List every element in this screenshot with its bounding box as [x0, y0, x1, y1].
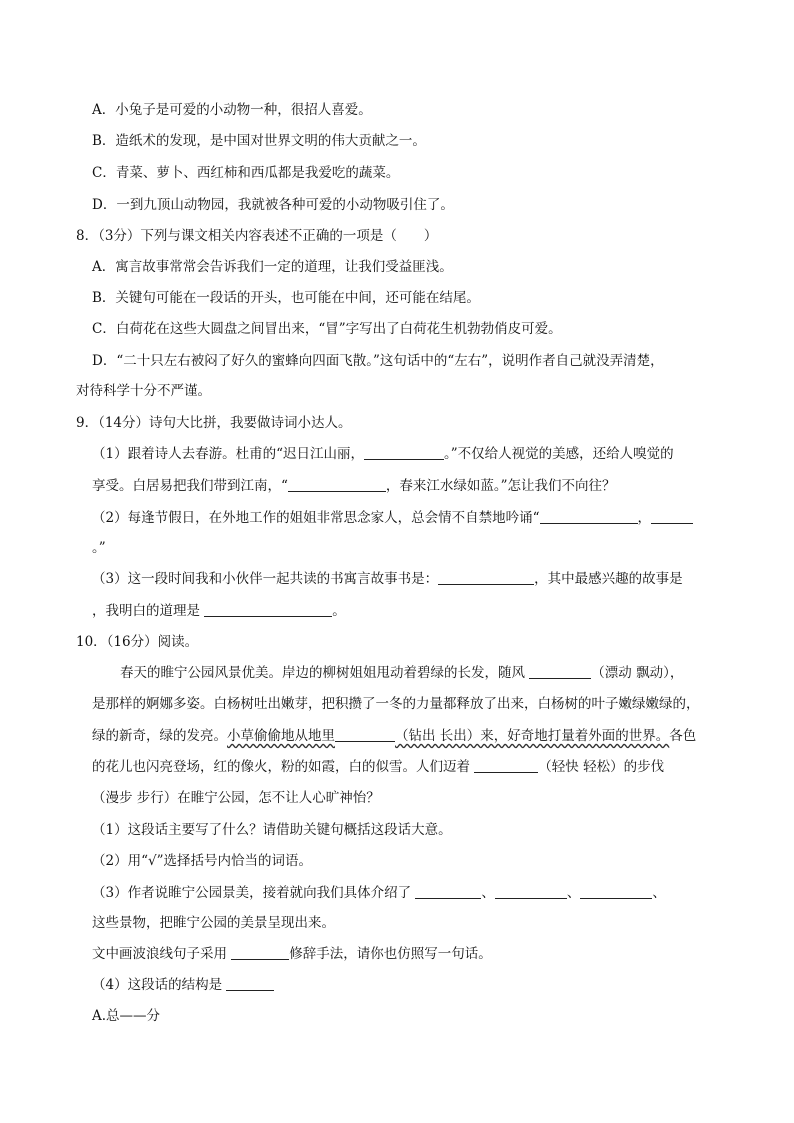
- q10-sub3-line1: [92, 883, 666, 903]
- q9-p1-text-a: （1）跟着诗人去春游。杜甫的“迟日江山丽，: [92, 446, 364, 462]
- q10-passage-line2: 是那样的婀娜多姿。白杨树吐出嫩芽，把积攒了一冬的力量都释放了出来，白杨树的叶子嫩绿嫩绿的，: [92, 696, 700, 712]
- q10-wavy-text-a: 小草偷偷地从地里: [227, 728, 335, 744]
- q10-sub3-line3: [92, 944, 492, 964]
- q9-blank-5[interactable]: [438, 570, 534, 585]
- q10-passage-line5: （漫步 步行）在睢宁公园，怎不让人心旷神怡？: [92, 790, 380, 806]
- q10-sub3-line2: 这些景物，把睢宁公园的美景呈现出来。: [92, 915, 335, 931]
- q7-option-a: A．小兔子是可爱的小动物一种，很招人喜爱。: [92, 102, 372, 118]
- q9-p1-text-b: 。”不仅给人视觉的美感，还给人嗅觉的: [444, 446, 674, 462]
- q10-blank-s3-2[interactable]: [495, 884, 567, 899]
- q8-option-b: B．关键句可能在一段话的开头，也可能在中间，还可能在结尾。: [92, 290, 480, 306]
- q9-blank-3[interactable]: [540, 509, 638, 524]
- q9-p2-text-b: ，: [637, 510, 651, 526]
- q10-s4-text: （4）这段话的结构是: [92, 977, 227, 993]
- q10-passage-text-e: 的花儿也闪亮登场，红的像火，粉的如霞，白的似雪。人们迈着: [92, 759, 475, 775]
- q9-part1-line1: [92, 444, 674, 464]
- q10-sub2: （2）用“√”选择括号内恰当的词语。: [92, 853, 312, 869]
- q10-passage-line1: [120, 663, 683, 683]
- q9-p1-text-d: ，春来江水绿如蓝。”怎让我们不向往？: [385, 478, 616, 494]
- q8-option-a: A．寓言故事常常会告诉我们一定的道理，让我们受益匪浅。: [92, 259, 453, 275]
- q10-blank-s3-1[interactable]: [415, 884, 481, 899]
- q9-blank-2[interactable]: [288, 477, 386, 492]
- q10-blank-qing[interactable]: [474, 758, 538, 773]
- q9-part3-line1: [92, 569, 683, 589]
- q10-blank-piao[interactable]: [529, 664, 591, 679]
- q10-wavy-text-b: （钻出 长出）来，好奇地打量着外面的世界。: [395, 728, 670, 744]
- q10-blank-rhetoric[interactable]: [231, 945, 289, 960]
- q9-part1-line2: [92, 476, 616, 496]
- q9-p3-text-d: 。: [332, 603, 346, 619]
- q10-s3-sep-3: 、: [652, 885, 666, 901]
- q10-blank-s3-3[interactable]: [580, 884, 652, 899]
- q8-option-d-cont: 对待科学十分不严谨。: [76, 383, 211, 399]
- q9-blank-6[interactable]: [204, 602, 332, 617]
- q9-blank-4[interactable]: [651, 509, 693, 524]
- q8-option-d: D．“二十只左右被闷了好久的蜜蜂向四面飞散。”这句话中的“左右”，说明作者自己就没弄清楚，: [92, 353, 664, 369]
- q9-blank-1[interactable]: [364, 445, 444, 460]
- q9-p3-text-b: ，其中最感兴趣的故事是: [534, 571, 683, 587]
- q10-passage-line4: [92, 757, 664, 777]
- q8-stem: 8．（3分）下列与课文相关内容表述不正确的一项是（ ）: [76, 228, 438, 244]
- q7-option-b: B．造纸术的发现，是中国对世界文明的伟大贡献之一。: [92, 133, 426, 149]
- q10-blank-zuan[interactable]: [335, 727, 395, 742]
- q10-s3-text-a: （3）作者说睢宁公园景美，接着就向我们具体介绍了: [92, 885, 416, 901]
- q10-passage-text-c: 绿的新奇，绿的发亮。: [92, 728, 227, 744]
- q10-blank-structure[interactable]: [226, 976, 274, 991]
- q10-sub4-option-a: A.总——分: [92, 1008, 161, 1024]
- q10-s3-text-d: 修辞手法，请你也仿照写一句话。: [289, 946, 492, 962]
- q10-s3-sep-2: 、: [566, 885, 581, 901]
- q10-passage-text-a: 春天的睢宁公园风景优美。岸边的柳树姐姐甩动着碧绿的长发，随风: [120, 665, 530, 681]
- q10-s3-sep-1: 、: [481, 885, 495, 901]
- q10-passage-text-d: 各色: [669, 728, 697, 744]
- q7-option-c: C．青菜、萝卜、西红柿和西瓜都是我爱吃的蔬菜。: [92, 165, 400, 181]
- q10-passage-line3: [92, 726, 696, 746]
- q9-p1-text-c: 享受。白居易把我们带到江南，“: [92, 478, 288, 494]
- q10-passage-text-f: （轻快 轻松）的步伐: [538, 759, 665, 775]
- q9-p2-text-a: （2）每逢节假日，在外地工作的姐姐非常思念家人，总会情不自禁地吟诵“: [92, 510, 540, 526]
- q7-option-d: D．一到九顶山动物园，我就被各种可爱的小动物吸引住了。: [92, 197, 454, 213]
- q8-option-c: C．白荷花在这些大圆盘之间冒出来，“冒”字写出了白荷花生机勃勃俏皮可爱。: [92, 321, 562, 337]
- q9-p3-text-a: （3）这一段时间我和小伙伴一起共读的书寓言故事书是：: [92, 571, 439, 587]
- q9-p3-text-c: ，我明白的道理是: [92, 603, 205, 619]
- q9-stem: 9．（14分）诗句大比拼，我要做诗词小达人。: [76, 415, 352, 431]
- q10-s3-text-c: 文中画波浪线句子采用: [92, 946, 232, 962]
- q9-part2-line2: 。”: [92, 540, 106, 556]
- q10-passage-text-b: （漂动 飘动），: [591, 665, 684, 681]
- q9-part3-line2: [92, 601, 346, 621]
- q10-stem: 10．（16分）阅读。: [76, 634, 199, 650]
- q10-sub4: [92, 975, 274, 995]
- q10-wavy-sentence: [227, 728, 669, 744]
- q9-part2-line1: [92, 508, 693, 528]
- q10-sub1: （1）这段话主要写了什么？请借助关键句概括这段话大意。: [92, 822, 452, 838]
